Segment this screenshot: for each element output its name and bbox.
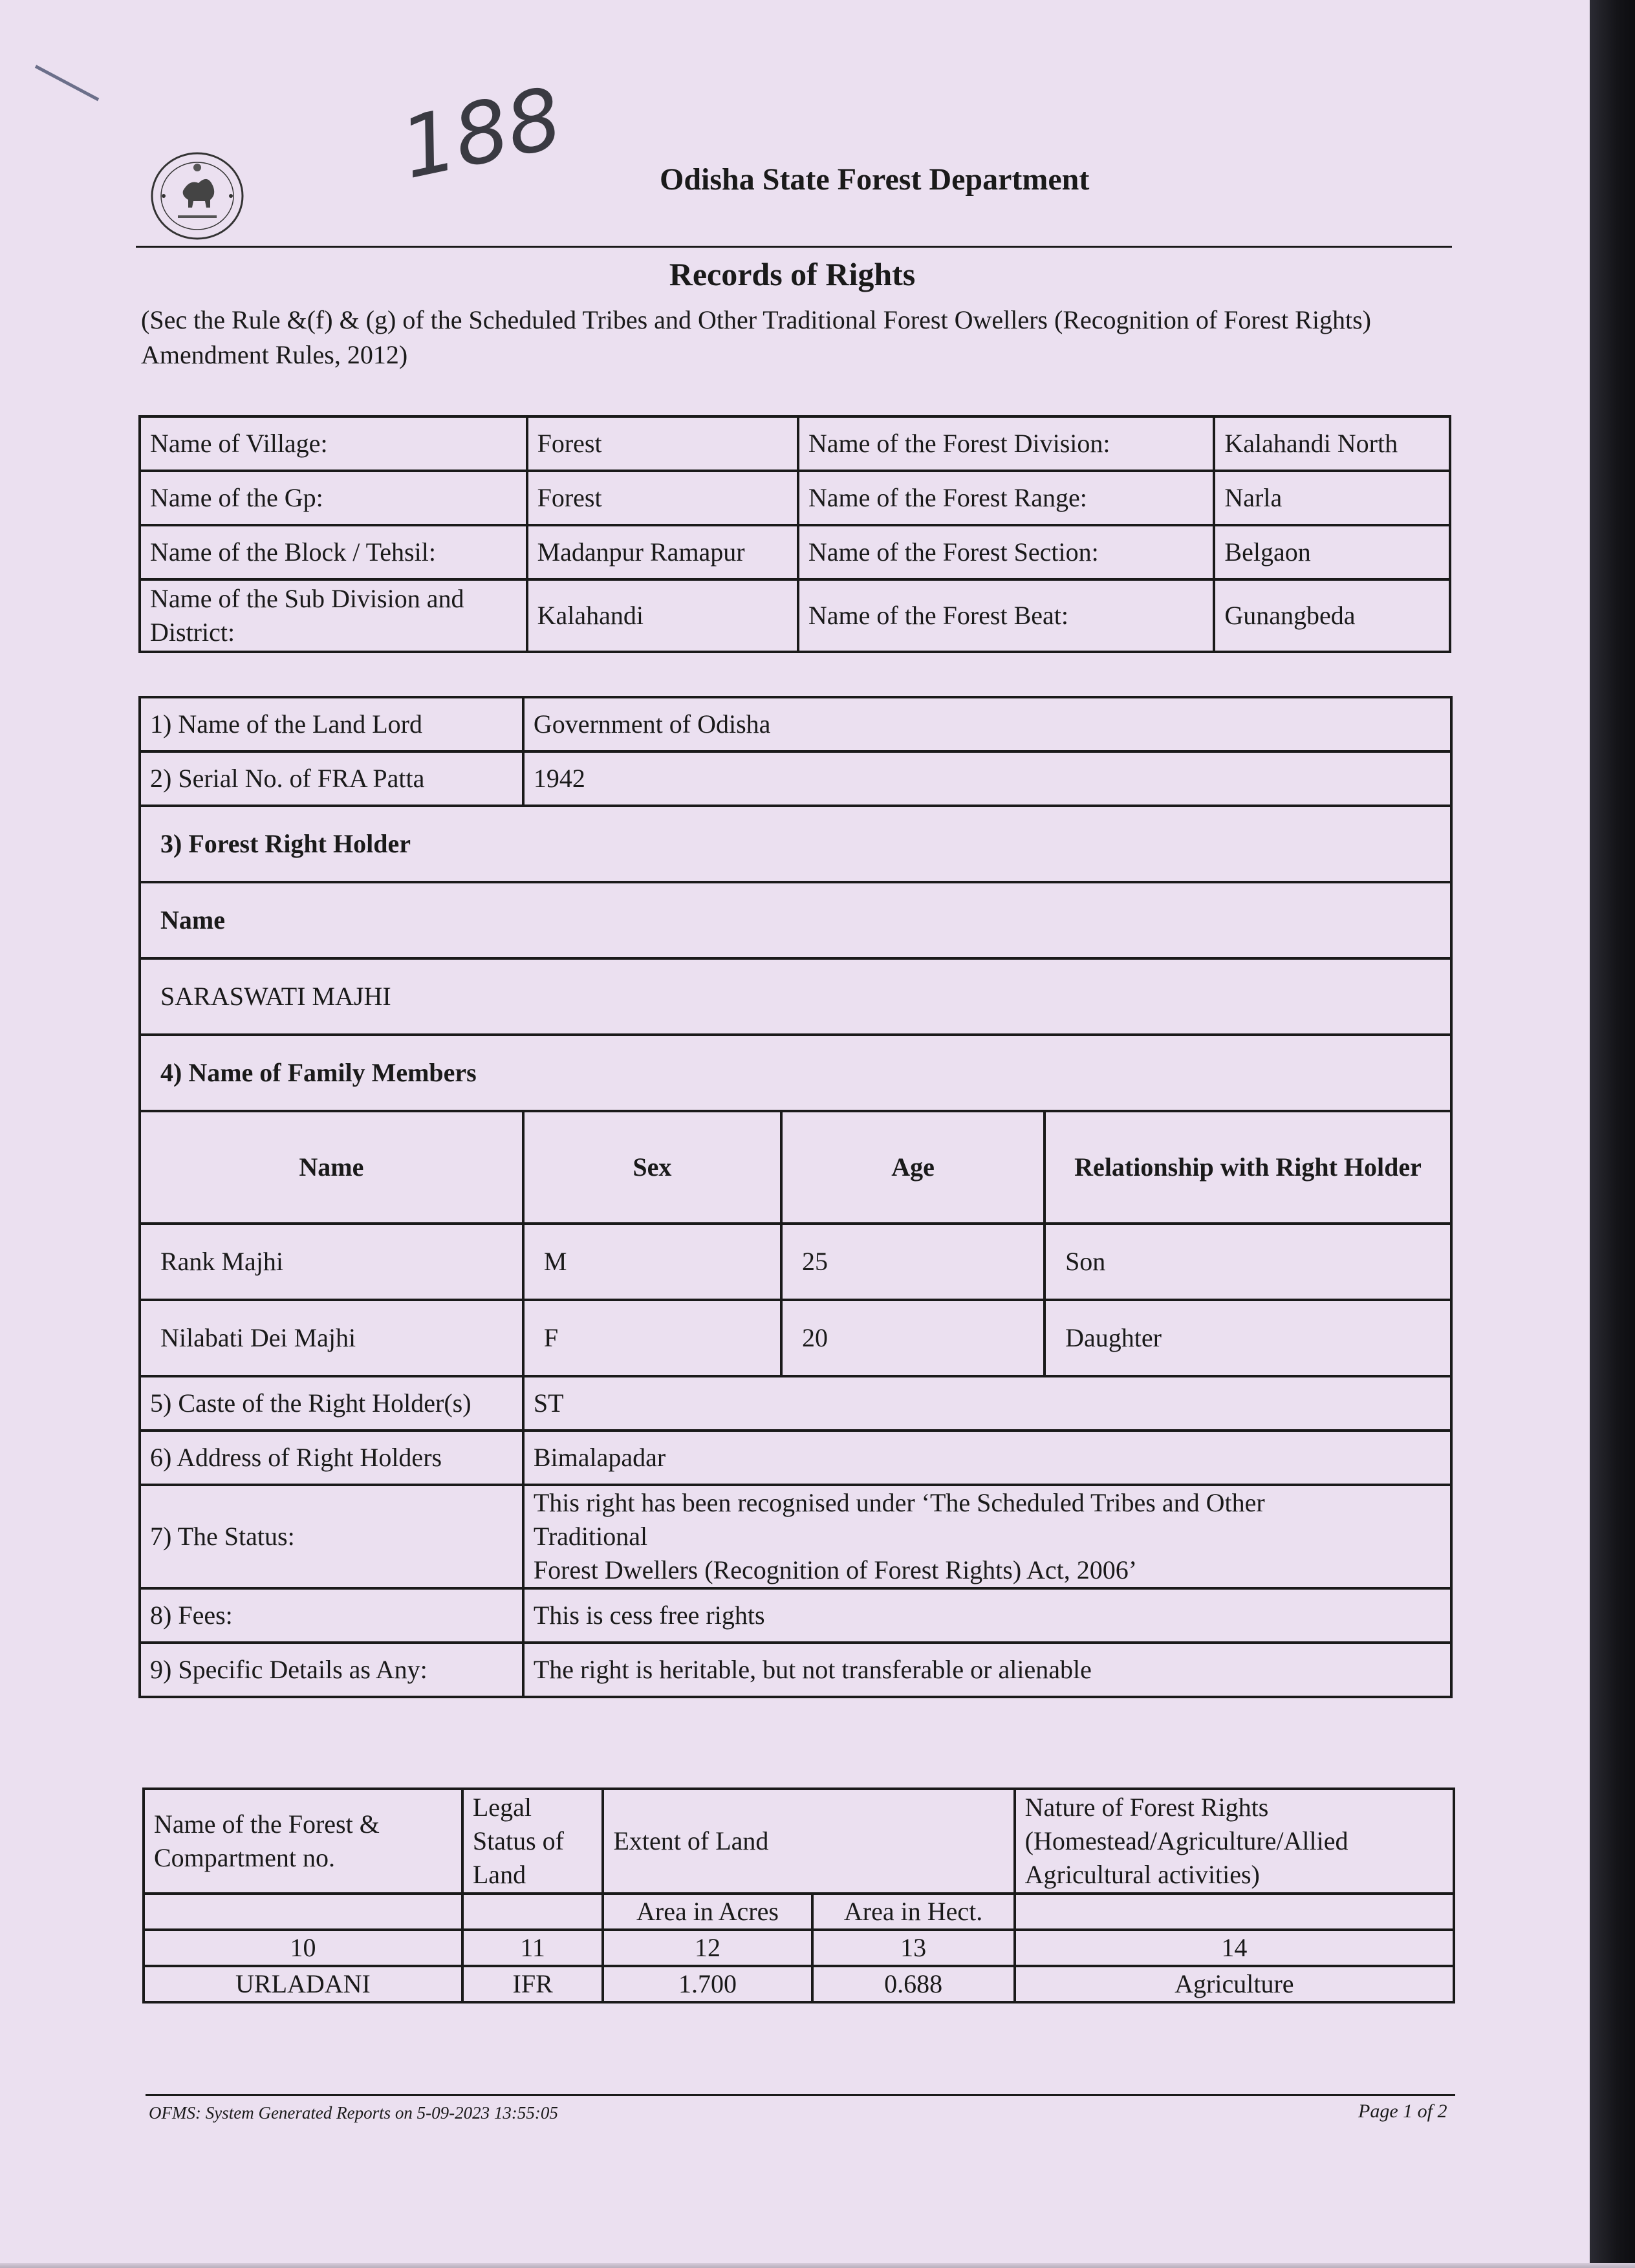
- rule-reference: (Sec the Rule &(f) & (g) of the Scheduled Tribes and Other Traditional Forest Owellers (Recognition of Forest Rights) Amendment Rules, 2012): [141, 305, 1371, 369]
- pen-mark: [35, 65, 99, 101]
- family-heading: 4) Name of Family Members: [140, 1035, 1451, 1111]
- table-row: [140, 958, 1451, 1035]
- land-data-row: [144, 1966, 1454, 2002]
- family-col-name: Name: [140, 1111, 523, 1224]
- rights-details-table: [138, 696, 1453, 1698]
- member-relation: Son: [1045, 1224, 1451, 1300]
- table-row: [140, 1431, 1451, 1485]
- subdivision-value: Kalahandi: [527, 579, 798, 652]
- land-number-row: [144, 1930, 1454, 1966]
- column-number: 11: [462, 1930, 603, 1966]
- right-holder-heading: 3) Forest Right Holder: [140, 806, 1451, 882]
- address-value: Bimalapadar: [523, 1431, 1451, 1485]
- table-row: [140, 416, 1450, 471]
- caste-label: 5) Caste of the Right Holder(s): [140, 1376, 523, 1431]
- scan-bottom-edge: [0, 2263, 1635, 2268]
- status-line: Traditional: [533, 1522, 648, 1551]
- gp-label: Name of the Gp:: [140, 471, 527, 525]
- empty-cell: [144, 1894, 462, 1930]
- forest-compartment-header: Name of the Forest & Compartment no.: [144, 1789, 462, 1894]
- table-row: [140, 1376, 1451, 1431]
- column-number: 13: [812, 1930, 1015, 1966]
- table-row: [140, 751, 1451, 806]
- empty-cell: [462, 1894, 603, 1930]
- gp-value: Forest: [527, 471, 798, 525]
- status-value: [523, 1485, 1451, 1588]
- header-divider: [136, 246, 1452, 248]
- member-name: Rank Majhi: [140, 1224, 523, 1300]
- land-header-row: [144, 1789, 1454, 1894]
- table-row: [140, 806, 1451, 882]
- legal-status: IFR: [462, 1966, 603, 2002]
- nature-of-rights: Agriculture: [1015, 1966, 1454, 2002]
- member-age: 25: [781, 1224, 1045, 1300]
- fees-value: This is cess free rights: [523, 1588, 1451, 1643]
- member-sex: M: [523, 1224, 781, 1300]
- table-row: [140, 471, 1450, 525]
- caste-value: ST: [523, 1376, 1451, 1431]
- name-heading: Name: [140, 882, 1451, 958]
- area-acres: 1.700: [603, 1966, 812, 2002]
- status-line: Forest Dwellers (Recognition of Forest Rights) Act, 2006’: [533, 1555, 1138, 1584]
- table-row: [140, 579, 1450, 652]
- records-title: Records of Rights: [669, 256, 916, 292]
- department-title: Odisha State Forest Department: [660, 162, 1090, 197]
- handwritten-number: 188: [392, 68, 570, 199]
- table-row: [140, 1588, 1451, 1643]
- extent-header: Extent of Land: [603, 1789, 1014, 1894]
- footer-generated-text: OFMS: System Generated Reports on 5-09-2023 13:55:05: [149, 2103, 558, 2122]
- nature-header: Nature of Forest Rights (Homestead/Agriculture/Allied Agricultural activities): [1015, 1789, 1454, 1894]
- table-row: [140, 1643, 1451, 1697]
- family-header-row: [140, 1111, 1451, 1224]
- table-row: [140, 525, 1450, 579]
- area-acres-header: Area in Acres: [603, 1894, 812, 1930]
- area-hect-header: Area in Hect.: [812, 1894, 1015, 1930]
- forest-section-label: Name of the Forest Section:: [798, 525, 1215, 579]
- empty-cell: [1015, 1894, 1454, 1930]
- status-label: 7) The Status:: [140, 1485, 523, 1588]
- forest-section-value: Belgaon: [1214, 525, 1450, 579]
- member-age: 20: [781, 1300, 1045, 1376]
- forest-division-value: Kalahandi North: [1214, 416, 1450, 471]
- area-hect: 0.688: [812, 1966, 1015, 2002]
- serial-label: 2) Serial No. of FRA Patta: [140, 751, 523, 806]
- family-col-age: Age: [781, 1111, 1045, 1224]
- table-row: [140, 1485, 1451, 1588]
- member-sex: F: [523, 1300, 781, 1376]
- footer-divider: [146, 2094, 1455, 2096]
- table-row: [140, 882, 1451, 958]
- forest-range-value: Narla: [1214, 471, 1450, 525]
- block-value: Madanpur Ramapur: [527, 525, 798, 579]
- specific-value: The right is heritable, but not transferable or alienable: [523, 1643, 1451, 1697]
- forest-beat-label: Name of the Forest Beat:: [798, 579, 1215, 652]
- village-value: Forest: [527, 416, 798, 471]
- land-subheader-row: [144, 1894, 1454, 1930]
- land-table: [142, 1787, 1455, 2003]
- family-member-row: [140, 1224, 1451, 1300]
- land-lord-value: Government of Odisha: [523, 697, 1451, 751]
- land-lord-label: 1) Name of the Land Lord: [140, 697, 523, 751]
- address-label: 6) Address of Right Holders: [140, 1431, 523, 1485]
- subdivision-label: Name of the Sub Division and District:: [140, 579, 527, 652]
- state-emblem-icon: [146, 146, 249, 243]
- member-relation: Daughter: [1045, 1300, 1451, 1376]
- specific-label: 9) Specific Details as Any:: [140, 1643, 523, 1697]
- member-name: Nilabati Dei Majhi: [140, 1300, 523, 1376]
- legal-status-header: Legal Status of Land: [462, 1789, 603, 1894]
- column-number: 10: [144, 1930, 462, 1966]
- location-table: [138, 415, 1451, 653]
- forest-beat-value: Gunangbeda: [1214, 579, 1450, 652]
- block-label: Name of the Block / Tehsil:: [140, 525, 527, 579]
- forest-name: URLADANI: [144, 1966, 462, 2002]
- serial-value: 1942: [523, 751, 1451, 806]
- family-col-relationship: Relationship with Right Holder: [1045, 1111, 1451, 1224]
- column-number: 12: [603, 1930, 812, 1966]
- scan-dark-edge: [1590, 0, 1635, 2268]
- column-number: 14: [1015, 1930, 1454, 1966]
- family-col-sex: Sex: [523, 1111, 781, 1224]
- family-member-row: [140, 1300, 1451, 1376]
- status-line: This right has been recognised under ‘The Scheduled Tribes and Other: [533, 1488, 1265, 1517]
- holder-name: SARASWATI MAJHI: [140, 958, 1451, 1035]
- page-number: Page 1 of 2: [1358, 2101, 1447, 2122]
- forest-range-label: Name of the Forest Range:: [798, 471, 1215, 525]
- forest-division-label: Name of the Forest Division:: [798, 416, 1215, 471]
- table-row: [140, 1035, 1451, 1111]
- fees-label: 8) Fees:: [140, 1588, 523, 1643]
- table-row: [140, 697, 1451, 751]
- village-label: Name of Village:: [140, 416, 527, 471]
